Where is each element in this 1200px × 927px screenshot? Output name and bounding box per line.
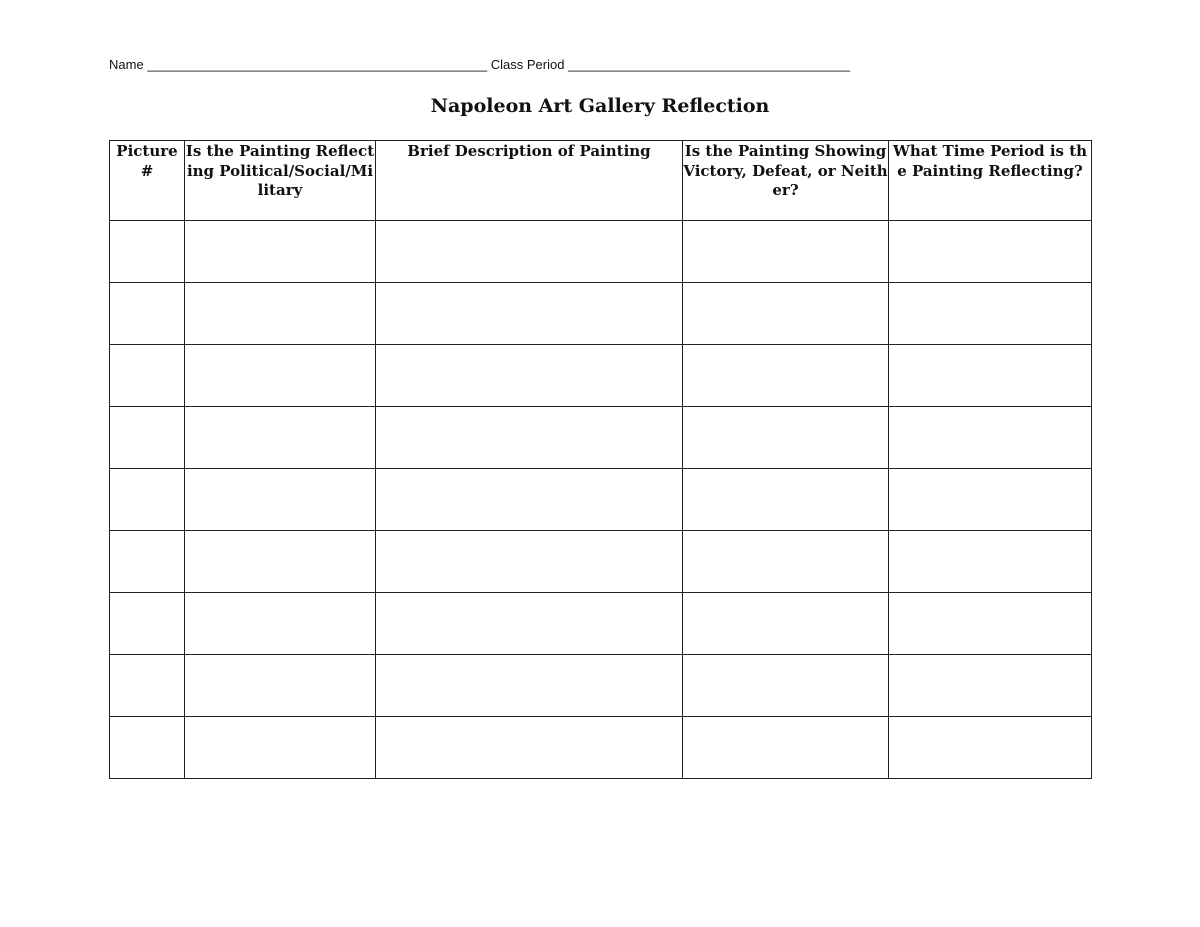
cell-reflecting-category[interactable] [185, 345, 376, 407]
class-period-label: Class Period [490, 57, 565, 72]
cell-picture-number[interactable] [110, 345, 185, 407]
cell-reflecting-category[interactable] [185, 593, 376, 655]
table-row [110, 283, 1092, 345]
cell-picture-number[interactable] [110, 717, 185, 779]
cell-picture-number[interactable] [110, 221, 185, 283]
cell-brief-description[interactable] [376, 283, 683, 345]
cell-picture-number[interactable] [110, 593, 185, 655]
header-victory-defeat: Is the Painting Showing Victory, Defeat, or Neither? [683, 141, 889, 221]
cell-picture-number[interactable] [110, 407, 185, 469]
cell-time-period[interactable] [889, 345, 1092, 407]
table-body [110, 221, 1092, 779]
cell-victory-defeat[interactable] [683, 283, 889, 345]
cell-time-period[interactable] [889, 469, 1092, 531]
cell-brief-description[interactable] [376, 717, 683, 779]
cell-victory-defeat[interactable] [683, 593, 889, 655]
cell-victory-defeat[interactable] [683, 221, 889, 283]
cell-brief-description[interactable] [376, 469, 683, 531]
name-field[interactable]: _______________________________________________ [147, 57, 488, 72]
cell-victory-defeat[interactable] [683, 531, 889, 593]
cell-picture-number[interactable] [110, 469, 185, 531]
table-row [110, 531, 1092, 593]
cell-brief-description[interactable] [376, 221, 683, 283]
header-brief-description: Brief Description of Painting [376, 141, 683, 221]
cell-reflecting-category[interactable] [185, 655, 376, 717]
cell-picture-number[interactable] [110, 531, 185, 593]
header-time-period: What Time Period is the Painting Reflecting? [889, 141, 1092, 221]
header-picture-number: Picture # [110, 141, 185, 221]
table-row [110, 655, 1092, 717]
table-row [110, 717, 1092, 779]
table-row [110, 593, 1092, 655]
table-row [110, 407, 1092, 469]
cell-brief-description[interactable] [376, 655, 683, 717]
class-period-field[interactable]: _______________________________________ [568, 57, 851, 72]
cell-victory-defeat[interactable] [683, 407, 889, 469]
cell-reflecting-category[interactable] [185, 283, 376, 345]
cell-reflecting-category[interactable] [185, 407, 376, 469]
cell-brief-description[interactable] [376, 345, 683, 407]
cell-brief-description[interactable] [376, 407, 683, 469]
cell-reflecting-category[interactable] [185, 531, 376, 593]
student-info-line [109, 57, 850, 72]
cell-time-period[interactable] [889, 717, 1092, 779]
cell-picture-number[interactable] [110, 655, 185, 717]
table-row [110, 221, 1092, 283]
cell-reflecting-category[interactable] [185, 469, 376, 531]
cell-time-period[interactable] [889, 407, 1092, 469]
cell-victory-defeat[interactable] [683, 655, 889, 717]
page-title: Napoleon Art Gallery Reflection [430, 95, 770, 117]
cell-time-period[interactable] [889, 531, 1092, 593]
cell-victory-defeat[interactable] [683, 717, 889, 779]
cell-victory-defeat[interactable] [683, 469, 889, 531]
table-row [110, 345, 1092, 407]
cell-time-period[interactable] [889, 221, 1092, 283]
header-row [110, 141, 1092, 221]
cell-brief-description[interactable] [376, 531, 683, 593]
cell-reflecting-category[interactable] [185, 221, 376, 283]
cell-picture-number[interactable] [110, 283, 185, 345]
header-reflecting-category: Is the Painting Reflecting Political/Social/Military [185, 141, 376, 221]
cell-time-period[interactable] [889, 283, 1092, 345]
cell-victory-defeat[interactable] [683, 345, 889, 407]
cell-time-period[interactable] [889, 593, 1092, 655]
name-label: Name [109, 57, 144, 72]
cell-reflecting-category[interactable] [185, 717, 376, 779]
table-row [110, 469, 1092, 531]
cell-time-period[interactable] [889, 655, 1092, 717]
reflection-table [109, 140, 1092, 779]
cell-brief-description[interactable] [376, 593, 683, 655]
